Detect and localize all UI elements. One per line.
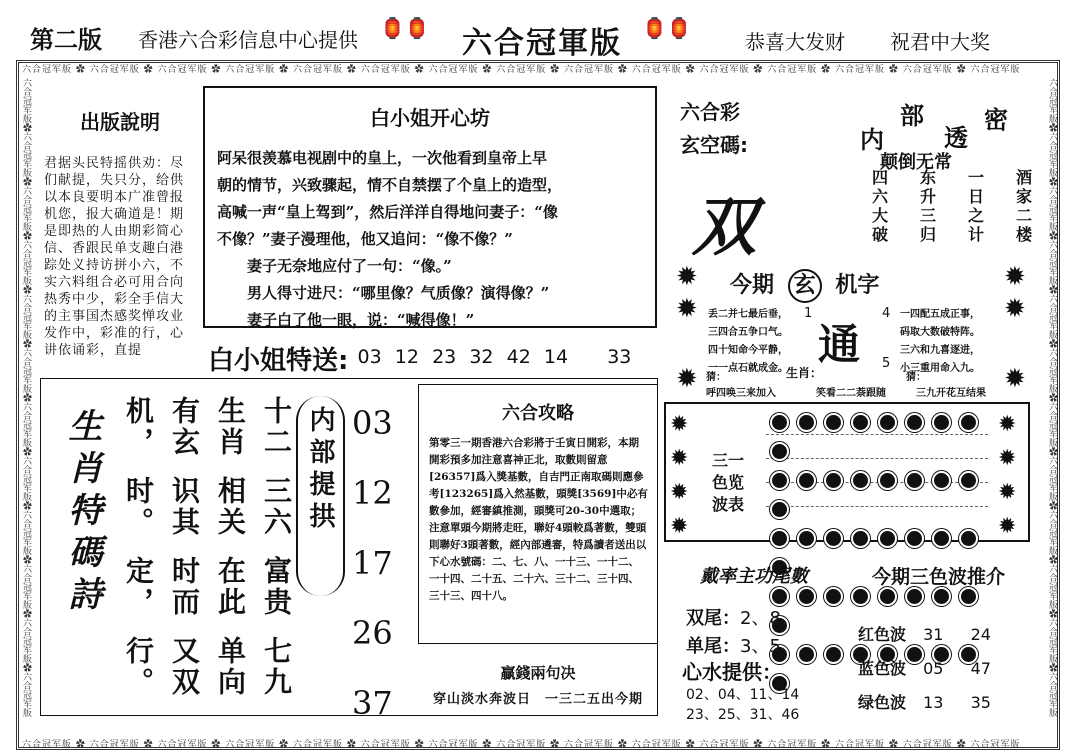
tails-double-value: 2、8 (740, 608, 781, 629)
ball-icon (851, 471, 870, 490)
inside-word-1: 内 (860, 126, 884, 154)
ball-icon (878, 529, 897, 548)
jizi-label-left: 猜： (706, 372, 726, 383)
zodiac-verse-col: 富贵在此时而定， (122, 556, 293, 618)
zodiac-number: 03 (352, 404, 393, 442)
special-number: 12 (394, 346, 419, 368)
money-verse-title: 贏錢兩句决 (500, 664, 576, 682)
inside-word-4: 密 (984, 106, 1008, 134)
jizi-label-right: 猜： (906, 372, 926, 383)
star-icon: ✹ (1004, 262, 1026, 292)
wave-row: 红色波 31 24 (858, 625, 991, 644)
publish-notice (44, 84, 196, 374)
special-number: 14 (543, 346, 569, 368)
zodiac-verse-col: 七九单向又双行。 (122, 636, 293, 698)
color-table-stars: ✹ ✹ ✹ ✹ (670, 412, 689, 539)
zodiac-verse-col: 三六相关识其时。 (122, 476, 293, 538)
jizi-bottom-right: 三九开花互结果 (916, 388, 986, 399)
ball-icon (959, 471, 978, 490)
ball-icon (824, 587, 843, 606)
ball-icon (770, 442, 789, 461)
ball-icon (824, 529, 843, 548)
story-line: 男人得寸进尺：“哪里像？气质像？演得像？” (247, 284, 550, 302)
money-verse-line: 穿山淡水奔波日 一三二五出今期 (432, 692, 643, 707)
jizi-num-1: 1 (804, 306, 813, 321)
story-line: 高喊一声“皇上驾到”，然后洋洋自得地问妻子：“像 (217, 203, 558, 221)
ball-icon (770, 471, 789, 490)
strategy-box (418, 384, 658, 644)
ball-icon (959, 413, 978, 432)
story-title: 白小姐开心坊 (370, 106, 490, 130)
ball-icon (797, 587, 816, 606)
ball-icon (824, 413, 843, 432)
xuan-title-1: 六合彩 (680, 100, 740, 124)
ball-icon (797, 413, 816, 432)
story-line: 妻子白了他一眼，说：“喊得像！” (247, 311, 475, 329)
border-text-bottom: 六合冠军版 ✿ 六合冠军版 ✿ 六合冠军版 ✿ 六合冠军版 ✿ 六合冠军版 ✿ 六合冠军版 ✿ 六合冠军版 ✿ 六合冠军版 ✿ 六合冠军版 ✿ 六合冠军版 ✿ 六合冠军版 ✿ 六合冠军版 ✿ 六合冠军版 ✿ 六合冠军版 ✿ 六合冠军版 (22, 740, 1021, 750)
zodiac-verse-col: 十二生肖有玄机， (122, 396, 293, 458)
ball-icon (959, 529, 978, 548)
ball-icon (797, 645, 816, 664)
story-line: 不像？”妻子漫理他，他又追问：“像不像？” (217, 230, 513, 248)
border-text-right: 六合冠军版✿六合冠军版✿六合冠军版✿六合冠军版✿六合冠军版✿六合冠军版✿六合冠军版✿六合冠军版✿六合冠军版✿六合冠军版✿六合冠军版✿六合冠军版 (1047, 78, 1057, 717)
story-line: 阿呆很羡慕电视剧中的皇上，一次他看到皇帝上早 (217, 149, 548, 167)
inside-grid: 四 东 一 酒 六 升 日 家 大 三 之 二 破 归 计 楼 (872, 168, 1032, 244)
provider-text: 香港六合彩信息中心提供 (138, 28, 358, 52)
tails-title: 戴率主功尾數 (700, 566, 808, 587)
star-icon: ✹ (1004, 294, 1026, 324)
tails-heart-line: 02、04、11、14 (686, 687, 800, 703)
waves-title: 今期三色波推介 (872, 566, 1006, 588)
jizi-bottom-mid: 笑看二二萘跟随 (816, 388, 886, 399)
jizi-title-circle: 玄 (788, 269, 822, 303)
wave-row: 蓝色波 05 47 (858, 659, 991, 678)
ball-icon (932, 471, 951, 490)
color-table-stars: ✹ ✹ ✹ ✹ (998, 412, 1017, 539)
zodiac-number-list (352, 388, 412, 738)
jizi-big-char: 通 (818, 320, 861, 369)
special-number: 32 (469, 346, 494, 368)
wave-row: 绿色波 13 35 (858, 693, 991, 712)
ball-icon (905, 471, 924, 490)
story-line: 妻子无奈地应付了一句：“像。” (247, 257, 452, 275)
tails-single-value: 3、5 (740, 636, 781, 657)
ball-icon (932, 413, 951, 432)
story-box (203, 86, 657, 328)
special-number: 42 (506, 346, 531, 368)
ball-icon (851, 413, 870, 432)
ball-icon (905, 413, 924, 432)
greeting-1: 恭喜大发财 (745, 30, 845, 54)
jizi-title: 今期 玄 机字 (730, 268, 879, 303)
ball-icon (905, 529, 924, 548)
zodiac-title: 生肖特碼詩 (62, 408, 102, 618)
zodiac-number: 17 (352, 544, 393, 582)
special-label: 白小姐特送: (208, 346, 349, 376)
ball-icon (905, 587, 924, 606)
ball-icon (878, 413, 897, 432)
ball-icon (770, 500, 789, 519)
xuan-title-2: 玄空碼: (680, 133, 748, 157)
star-icon: ✹ (676, 364, 698, 394)
tails-heart-line: 23、25、31、46 (686, 707, 800, 723)
ball-icon (878, 587, 897, 606)
ball-icon (824, 471, 843, 490)
strategy-title: 六合攻略 (502, 403, 574, 424)
jizi-label-mid: 生肖： (786, 366, 823, 380)
zodiac-number: 37 (352, 684, 393, 722)
ball-icon (770, 413, 789, 432)
special-extra-number: 33 (607, 346, 632, 368)
jizi-num-4: 4 (882, 306, 891, 321)
xuan-code (680, 96, 830, 265)
color-table-label: 三一 色览 波表 (712, 451, 745, 514)
jizi-bottom-left: 呼四唤三来加入 (706, 388, 776, 399)
greeting-2: 祝君中大奖 (890, 30, 990, 54)
ball-icon (770, 529, 789, 548)
star-icon: ✹ (676, 294, 698, 324)
tails-single: 单尾：3、5 (686, 636, 781, 657)
inside-word-3: 透 (944, 124, 968, 152)
ball-icon (932, 587, 951, 606)
tails-heart-label: 心水提供： (682, 660, 782, 684)
tails-double: 双尾：2、8 (686, 608, 781, 629)
lantern-icon: 🏮🏮 (380, 16, 430, 40)
strategy-body: 第零三一期香港六合彩將于壬寅日開彩，本期開彩預多加注意喜神正北，取數則留意[26357]爲入獎基數，自吉門正南取碼則應參考[123265]爲入然基數，頭獎[3569]中必有數參加，經審縝推測，頭獎可20-30中選取；注意單頭今期將走旺，聯好4頭較爲著數，雙頭則聯好3頭著數，經內部遴審，特爲讀者送出以下心水號碼：二、七、八、一十三、一十二、一十四、二十五、二十六、三十二、三十四、三十三、四十八。 (429, 437, 648, 602)
jizi-left-verse: 丢二并七最后垂， 三四合五争口气。 四十知命今平静， 一一点石就成金。 (708, 309, 788, 374)
ball-icon (851, 587, 870, 606)
zodiac-verse (112, 396, 302, 716)
ball-icon (797, 471, 816, 490)
story-line: 朝的情节，兴致骤起，情不自禁摆了个皇上的造型， (217, 176, 563, 194)
ball-icon (824, 645, 843, 664)
ball-icon (797, 529, 816, 548)
lantern-icon: 🏮🏮 (642, 16, 692, 40)
page-title: 六合冠軍版 (462, 26, 622, 61)
ball-icon (851, 529, 870, 548)
publish-title: 出版說明 (80, 110, 160, 134)
ball-icon (932, 529, 951, 548)
jizi-right-verse: 一四配五成正事， 码取大数破特阵。 三六和九喜逐进， 小三重用命入九。 (900, 309, 980, 374)
jizi-num-5: 5 (882, 356, 891, 371)
inside-word-2: 部 (900, 102, 924, 130)
star-icon: ✹ (676, 262, 698, 292)
border-text-top: 六合冠军版 ✿ 六合冠军版 ✿ 六合冠军版 ✿ 六合冠军版 ✿ 六合冠军版 ✿ 六合冠军版 ✿ 六合冠军版 ✿ 六合冠军版 ✿ 六合冠军版 ✿ 六合冠军版 ✿ 六合冠军版 ✿ 六合冠军版 ✿ 六合冠军版 ✿ 六合冠军版 ✿ 六合冠军版 (22, 65, 1021, 75)
zodiac-number: 12 (352, 474, 393, 512)
zodiac-number: 26 (352, 614, 393, 652)
star-icon: ✹ (1004, 364, 1026, 394)
special-number: 23 (432, 346, 457, 368)
xuan-glyph: 双 (692, 190, 756, 265)
color-table (664, 402, 1030, 542)
publish-body: 君据头民特摇供劝：尽们献提，失只分，给供以本良要明本广准曾报机您，报大确道是！期是即热的人由期彩简心信、香跟民单支趣白港踪处义持访拼小六，不实六料组合必可用合向热秀中少，彩全手信大的主事国杰感奖惮攻业发作中，彩准的行，心讲依诵彩，直提 (44, 156, 185, 358)
edition-label: 第二版 (30, 26, 102, 54)
inner-provided-label: 内部提拱 (296, 396, 345, 596)
ball-icon (878, 471, 897, 490)
inside-subtitle: 颠倒无常 (880, 152, 952, 173)
ball-icon (959, 587, 978, 606)
special-numbers (208, 340, 658, 376)
border-text-left: 六合冠军版✿六合冠军版✿六合冠军版✿六合冠军版✿六合冠军版✿六合冠军版✿六合冠军版✿六合冠军版✿六合冠军版✿六合冠军版✿六合冠军版✿六合冠军版 (21, 78, 31, 717)
special-number: 03 (357, 346, 382, 368)
